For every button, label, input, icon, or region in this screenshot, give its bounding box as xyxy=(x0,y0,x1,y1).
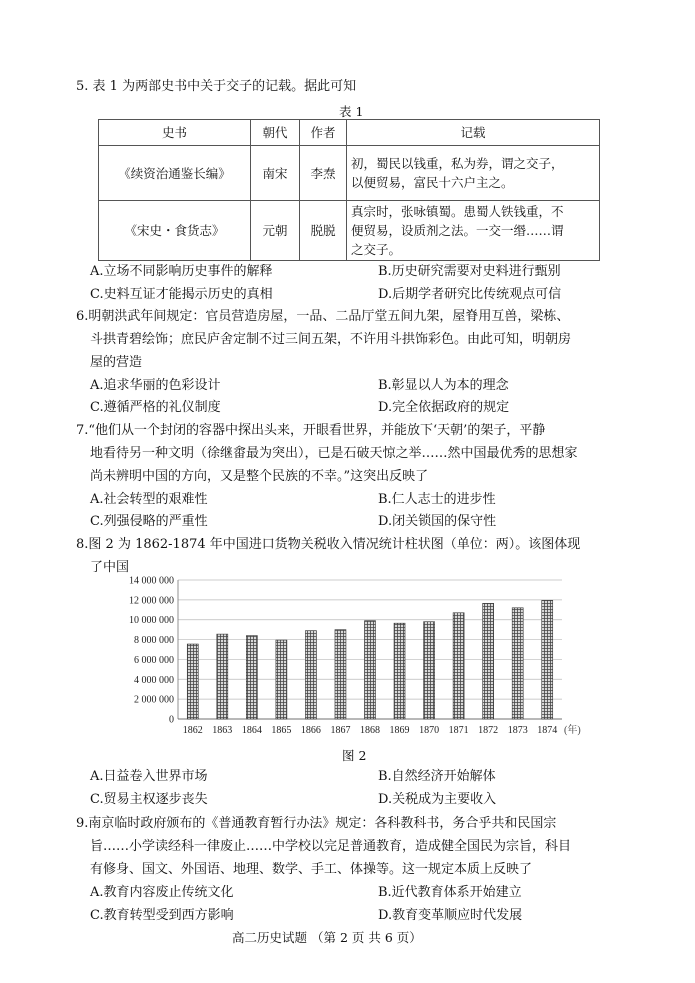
bar xyxy=(424,622,435,719)
table-cell-book: 《续资治通鉴长编》 xyxy=(99,146,251,201)
table-cell-record xyxy=(347,146,600,201)
q7-stem-line: 地看待另一种文明（徐继畬最为突出），已是石破天惊之举……然中国最优秀的思想家 xyxy=(90,446,578,461)
table-header-book: 史书 xyxy=(99,120,251,146)
y-tick-label: 2 000 000 xyxy=(134,694,174,706)
q6-option-b: B.彰显以人为本的理念 xyxy=(378,378,509,393)
bar xyxy=(483,603,494,719)
page-footer: 高二历史试题 （第 2 页 共 6 页） xyxy=(232,930,422,945)
q9-option-b: B.近代教育体系开始建立 xyxy=(378,885,522,900)
x-tick-label: 1872 xyxy=(478,725,499,736)
x-tick-label: 1873 xyxy=(507,725,528,736)
q7-option-a: A.社会转型的艰难性 xyxy=(90,492,208,507)
x-tick-label: 1867 xyxy=(330,725,351,736)
x-tick-label: 1874 xyxy=(537,725,558,736)
record-line: 以便贸易，富民十六户主之。 xyxy=(351,175,514,190)
table-cell-author: 李焘 xyxy=(300,146,347,201)
y-tick-label: 8 000 000 xyxy=(134,635,174,647)
record-line: 之交子。 xyxy=(351,242,402,257)
table-cell-author: 脱脱 xyxy=(300,201,347,261)
y-tick-label: 0 xyxy=(169,714,174,726)
table-caption: 表 1 xyxy=(339,104,364,119)
bar xyxy=(453,613,464,719)
q8-stem-line: 8.图 2 为 1862-1874 年中国进口货物关税收入情况统计柱状图（单位：两）。该图体现 xyxy=(76,537,581,552)
bar xyxy=(217,634,228,719)
y-tick-label: 4 000 000 xyxy=(134,674,174,686)
y-tick-label: 12 000 000 xyxy=(129,595,174,607)
x-unit-label: (年) xyxy=(564,725,581,736)
q6-stem-line: 斗拱青碧绘饰；庶民庐舍定制不过三间五架，不许用斗拱饰彩色。由此可知，明朝房 xyxy=(90,332,572,347)
table-cell-dynasty: 元朝 xyxy=(251,201,300,261)
q8-option-d: D.关税成为主要收入 xyxy=(378,792,497,807)
q5-option-b: B.历史研究需要对史料进行甄别 xyxy=(378,264,561,279)
bar xyxy=(365,621,376,719)
bar xyxy=(305,631,316,719)
bar xyxy=(394,623,405,719)
record-line: 初，蜀民以钱重，私为券，谓之交子， xyxy=(351,156,564,171)
bar xyxy=(276,640,287,719)
q9-stem-line: 有修身、国文、外国语、地理、数学、手工、体操等。这一规定本质上反映了 xyxy=(90,862,533,877)
q6-option-a: A.追求华丽的色彩设计 xyxy=(90,378,221,393)
x-tick-label: 1864 xyxy=(241,725,262,736)
q9-stem-line: 9.南京临时政府颁布的《普通教育暂行办法》规定：各科教科书，务合乎共和民国宗 xyxy=(76,816,557,831)
record-line: 便贸易，设质剂之法。一交一缗……谓 xyxy=(351,223,564,238)
q6-option-c: C.遵循严格的礼仪制度 xyxy=(90,400,221,415)
q7-stem-line: 尚未辨明中国的方向，又是整个民族的不幸。”这突出反映了 xyxy=(90,469,429,484)
q5-stem: 5. 表 1 为两部史书中关于交子的记载。据此可知 xyxy=(76,79,357,94)
q6-stem-line: 屋的营造 xyxy=(90,355,143,370)
q9-option-c: C.教育转型受到西方影响 xyxy=(90,908,234,923)
q5-option-a: A.立场不同影响历史事件的解释 xyxy=(90,264,273,279)
q9-option-a: A.教育内容废止传统文化 xyxy=(90,885,234,900)
q8-option-c: C.贸易主权逐步丧失 xyxy=(90,792,208,807)
q8-option-b: B.自然经济开始解体 xyxy=(378,769,496,784)
bar xyxy=(542,600,553,719)
x-tick-label: 1866 xyxy=(300,725,321,736)
x-tick-label: 1868 xyxy=(360,725,380,736)
y-tick-label: 6 000 000 xyxy=(134,654,174,666)
q6-option-d: D.完全依据政府的规定 xyxy=(378,400,510,415)
q6-stem-line: 6.明朝洪武年间规定：官员营造房屋，一品、二品厅堂五间九架，屋脊用互兽，梁栋、 xyxy=(76,309,570,324)
q8-option-a: A.日益卷入世界市场 xyxy=(90,769,208,784)
q7-option-c: C.列强侵略的严重性 xyxy=(90,514,208,529)
table-header-dynasty: 朝代 xyxy=(251,120,300,146)
x-tick-label: 1869 xyxy=(389,725,410,736)
q7-option-d: D.闭关锁国的保守性 xyxy=(378,514,497,529)
table-header-record: 记载 xyxy=(347,120,600,146)
y-tick-label: 10 000 000 xyxy=(129,615,174,627)
q5-option-d: D.后期学者研究比传统观点可信 xyxy=(378,287,562,302)
figure-caption: 图 2 xyxy=(342,748,367,763)
table-cell-book: 《宋史・食货志》 xyxy=(99,201,251,261)
y-tick-label: 14 000 000 xyxy=(129,575,174,587)
table-cell-record xyxy=(347,201,600,261)
table-cell-dynasty: 南宋 xyxy=(251,146,300,201)
bar xyxy=(187,644,198,719)
x-tick-label: 1865 xyxy=(271,725,292,736)
x-tick-label: 1870 xyxy=(419,725,440,736)
x-tick-label: 1862 xyxy=(182,725,203,736)
bar xyxy=(512,608,523,719)
record-line: 真宗时，张咏镇蜀。患蜀人铁钱重，不 xyxy=(351,204,564,219)
bar xyxy=(335,630,346,719)
q8-stem-line: 了中国 xyxy=(90,560,130,575)
tariff-bar-chart xyxy=(100,570,620,750)
bar xyxy=(246,636,257,719)
q7-stem-line: 7.“他们从一个封闭的容器中探出头来，开眼看世界，并能放下‘天朝’的架子，平静 xyxy=(76,423,546,438)
x-tick-label: 1863 xyxy=(212,725,233,736)
x-tick-label: 1871 xyxy=(448,725,469,736)
q9-stem-line: 旨……小学读经科一律废止……中学校以完足普通教育，造成健全国民为宗旨，科目 xyxy=(90,839,572,854)
table-header-author: 作者 xyxy=(300,120,347,146)
q9-option-d: D.教育变革顺应时代发展 xyxy=(378,908,523,923)
q5-option-c: C.史料互证才能揭示历史的真相 xyxy=(90,287,273,302)
record-table xyxy=(98,119,600,261)
q7-option-b: B.仁人志士的进步性 xyxy=(378,492,496,507)
